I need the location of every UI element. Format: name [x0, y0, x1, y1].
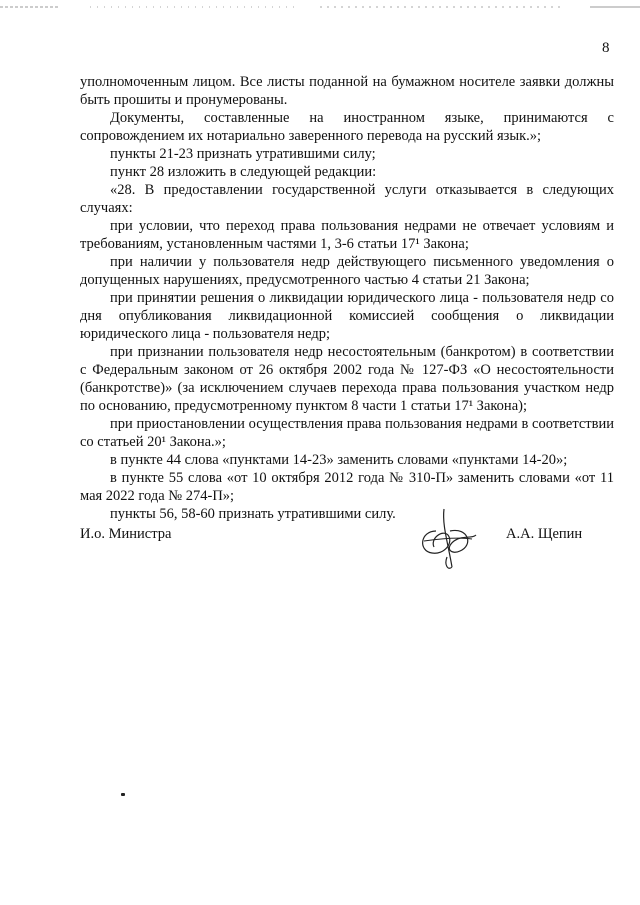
signatory-name: А.А. Щепин: [506, 526, 583, 542]
paragraph: при принятии решения о ликвидации юридического лица - пользователя недр со дня опубликования ликвидационной комиссией сообщения о ликвидации юридического лица - пользователя недр;: [80, 290, 614, 342]
paragraph: пункты 21-23 признать утратившими силу;: [110, 146, 376, 162]
paragraph: уполномоченным лицом. Все листы поданной на бумажном носителе заявки должны быть прошиты и пронумерованы.: [80, 74, 614, 108]
paragraph: при приостановлении осуществления права пользования недрами в соответствии со статьей 20¹ Закона.»;: [80, 416, 614, 450]
page-number: 8: [602, 40, 610, 56]
paragraph: в пункте 55 слова «от 10 октября 2012 года № 310-П» заменить словами «от 11 мая 2022 года № 274-П»;: [80, 470, 614, 504]
paragraph: при признании пользователя недр несостоятельным (банкротом) в соответствии с Федеральным законом от 26 октября 2002 года № 127-ФЗ «О несостоятельности (банкротстве)» (за исключением случаев перехода права пользования участком недр по основанию, предусмотренному пунктом 8 части 1 статьи 17¹ Закона);: [80, 344, 614, 414]
paragraph: «28. В предоставлении государственной услуги отказывается в следующих случаях:: [80, 182, 614, 216]
document-body: [80, 73, 614, 523]
signatory-position: И.о. Министра: [80, 526, 172, 542]
paragraph: при наличии у пользователя недр действующего письменного уведомления о допущенных нарушениях, предусмотренного частью 4 статьи 21 Закона;: [80, 254, 614, 288]
scan-top-edge: [0, 4, 640, 10]
handwritten-signature: [414, 505, 480, 573]
paragraph: в пункте 44 слова «пунктами 14-23» заменить словами «пунктами 14-20»;: [110, 452, 568, 468]
paragraph: при условии, что переход права пользования недрами не отвечает условиям и требованиям, установленным частями 1, 3-6 статьи 17¹ Закона;: [80, 218, 614, 252]
paragraph: пункты 56, 58-60 признать утратившими силу.: [110, 506, 396, 522]
paragraph: Документы, составленные на иностранном языке, принимаются с сопровождением их нотариально заверенного перевода на русский язык.»;: [80, 110, 614, 144]
scan-speck: [121, 793, 125, 796]
paragraph: пункт 28 изложить в следующей редакции:: [110, 164, 377, 180]
